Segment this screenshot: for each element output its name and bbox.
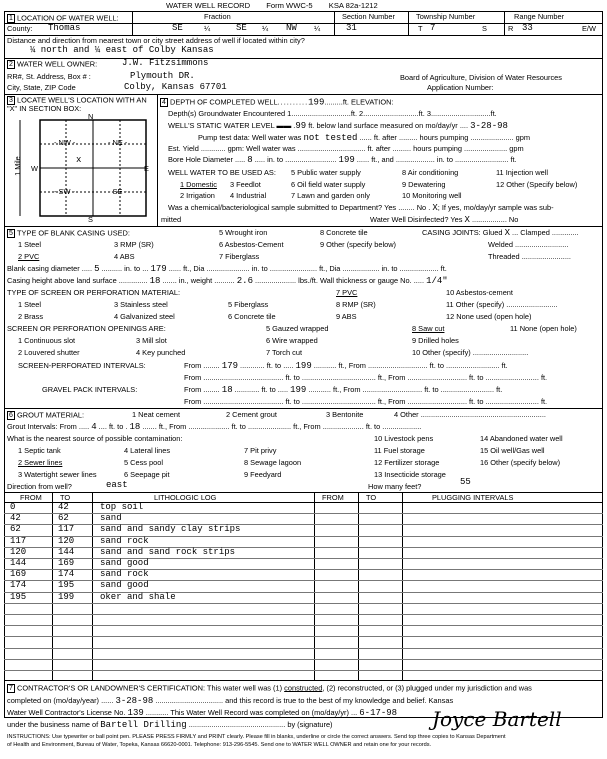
- opening-11: 11 None (open hole): [510, 324, 577, 333]
- township-s: S: [482, 24, 487, 33]
- log-rule: [4, 558, 603, 559]
- fraction-3: NW: [286, 23, 297, 33]
- opening-3: 3 Mill slot: [136, 336, 167, 345]
- log-from: 0: [10, 502, 16, 512]
- quad-sw: - SW -: [54, 187, 75, 196]
- opening-5: 5 Gauzed wrapped: [266, 324, 329, 333]
- casing-5: 5 Wrought iron: [219, 228, 268, 237]
- address-value: Plymouth DR.: [130, 71, 195, 81]
- casing-1: 1 Steel: [18, 240, 42, 249]
- township-value: 7: [430, 23, 436, 33]
- log-rule: [4, 603, 603, 604]
- log-rule: [4, 592, 603, 593]
- quarter-mark: ¼: [204, 24, 211, 33]
- fraction-label: Fraction: [204, 12, 231, 21]
- well-location-mark: x: [76, 155, 82, 165]
- screen-interval-2: From ....................................... ft. to .................................... ft., From ............................. ft. to .......................... ft.: [184, 373, 548, 382]
- plugging-intervals-header: PLUGGING INTERVALS: [432, 493, 514, 502]
- grout-4: 4 Other .............................................................: [394, 410, 546, 419]
- grout-1: 1 Neat cement: [132, 410, 181, 419]
- log-rule: [4, 547, 603, 548]
- s6-title: 6 GROUT MATERIAL:: [7, 411, 84, 420]
- log-description: top soil: [100, 502, 144, 512]
- screen-label: TYPE OF SCREEN OR PERFORATION MATERIAL:: [7, 288, 181, 297]
- quarter-mark: ¼: [314, 24, 321, 33]
- log-description: sand good: [100, 580, 149, 591]
- log-description: sand and sand rock strips: [100, 546, 236, 557]
- opening-9: 9 Drilled holes: [412, 336, 459, 345]
- screen-8: 8 RMP (SR): [336, 300, 376, 309]
- log-from-header: FROM: [20, 493, 42, 502]
- compass-n: N: [88, 112, 94, 121]
- opening-2: 2 Louvered shutter: [18, 348, 80, 357]
- log-description: sand: [100, 513, 122, 524]
- use-dewatering: 9 Dewatering: [402, 180, 446, 189]
- section-value: 31: [346, 23, 357, 33]
- contam-5: 5 Cess pool: [124, 458, 164, 467]
- log-from: 42: [10, 513, 21, 524]
- instructions-line-1: INSTRUCTIONS: Use typewriter or ball point pen. PLEASE PRESS FIRMLY and PRINT clearly. Please fill in blanks, underline or circle the correct answers. Send top three copies to Kansas Department: [7, 734, 506, 740]
- static-date: 3-28-98: [470, 121, 508, 131]
- contam-10: 10 Livestock pens: [374, 434, 434, 443]
- quarter-mark: ¼: [262, 24, 269, 33]
- range-ew: E/W: [582, 24, 596, 33]
- log-to: 144: [58, 546, 75, 557]
- log-rule: [4, 524, 603, 525]
- use-oilfield: 6 Oil field water supply: [291, 180, 366, 189]
- address-label: RR#, St. Address, Box # :: [7, 72, 91, 81]
- bore-value: 8: [247, 155, 253, 165]
- cert-line-4: under the business name of Bartell Drilling ............................................... by (signature): [7, 720, 333, 730]
- log-rule: [4, 536, 603, 537]
- feet-value: 55: [460, 477, 471, 487]
- screen-2: 2 Brass: [18, 312, 44, 321]
- log-to-header: TO: [60, 493, 71, 502]
- contamination-label: What is the nearest source of possible contamination:: [7, 434, 183, 443]
- use-industrial: 4 Industrial: [230, 191, 267, 200]
- screen-4: 4 Galvanized steel: [114, 312, 175, 321]
- disinfected-line: Water Well Disinfected? Yes X ................. No: [370, 215, 519, 225]
- log-from: 120: [10, 546, 27, 557]
- opening-1: 1 Continuous slot: [18, 336, 76, 345]
- static-value: 99: [295, 121, 307, 131]
- form-title: WATER WELL RECORD: [166, 1, 251, 10]
- grout-3: 3 Bentonite: [326, 410, 364, 419]
- casing-9: 9 Other (specify below): [320, 240, 396, 249]
- range-value: 33: [522, 23, 533, 33]
- county-value: Thomas: [48, 23, 81, 33]
- screen-12: 12 None used (open hole): [446, 312, 532, 321]
- direction-label: Direction from well?: [7, 482, 72, 491]
- opening-7: 7 Torch cut: [266, 348, 303, 357]
- contam-13: 13 Insecticide storage: [374, 470, 446, 479]
- use-domestic: 1 Domestic: [180, 180, 217, 189]
- plug-from-header: FROM: [322, 493, 344, 502]
- log-from: 144: [10, 558, 27, 568]
- feet-label: How many feet?: [368, 482, 422, 491]
- gravel-intervals-label: GRAVEL PACK INTERVALS:: [42, 385, 138, 394]
- cert-line-3: Water Well Contractor's License No. 139 ........... This Water Well Record was completed on (mo/day/yr) ... 6-17-98: [7, 708, 398, 718]
- welded: Welded ..........................: [488, 240, 569, 249]
- log-rule: [4, 648, 603, 649]
- gravel-interval-1: From ........ 18 ............ ft. to ..... 199 ........... ft., From ............................. ft. to .......................... ft.: [184, 385, 503, 395]
- fraction-2: SE: [236, 23, 247, 33]
- log-rule: [4, 513, 603, 514]
- screen-5: 5 Fiberglass: [228, 300, 269, 309]
- quad-ne: - NE -: [108, 138, 128, 147]
- groundwater-line: Depth(s) Groundwater Encountered 1.............................ft. 2...........................ft. 3.............................ft.: [168, 109, 497, 118]
- casing-6: 6 Asbestos-Cement: [219, 240, 284, 249]
- casing-height-line: Casing height above land surface .............. 18 ....... in., weight .......... 2.6 .................... lbs./ft. Wall thickness or gauge No. ..... 1/4": [7, 276, 448, 286]
- log-from: 62: [10, 524, 21, 535]
- quad-se: - SE -: [108, 187, 127, 196]
- county-label: County:: [7, 24, 33, 33]
- bore-to: 199: [338, 155, 355, 165]
- log-from: 169: [10, 569, 27, 580]
- log-to: 120: [58, 535, 75, 546]
- use-lawn: 7 Lawn and garden only: [291, 191, 370, 200]
- log-from: 117: [10, 535, 27, 546]
- screen-6: 6 Concrete tile: [228, 312, 276, 321]
- log-to: 169: [58, 558, 75, 568]
- contam-2: 2 Sewer lines: [18, 458, 63, 467]
- opening-8: 8 Saw cut: [412, 324, 445, 333]
- screen-interval-1: From ........ 179 ............ ft. to ..... 199 ........... ft., From ............................. ft. to .......................... ft.: [184, 361, 508, 371]
- contam-11: 11 Fuel storage: [374, 446, 425, 455]
- log-description: sand rock: [100, 569, 149, 580]
- opening-4: 4 Key punched: [136, 348, 186, 357]
- log-to: 199: [58, 591, 75, 602]
- contam-7: 7 Pit privy: [244, 446, 277, 455]
- chem-line: Was a chemical/bacteriological sample submitted to Department? Yes ........ No . X; If yes, mo/day/yr sample was sub-: [168, 203, 554, 213]
- contam-6: 6 Seepage pit: [124, 470, 170, 479]
- contam-8: 8 Sewage lagoon: [244, 458, 302, 467]
- log-rule: [4, 625, 603, 626]
- casing-2: 2 PVC: [18, 252, 40, 261]
- opening-6: 6 Wire wrapped: [266, 336, 318, 345]
- casing-joints: CASING JOINTS: Glued X ... Clamped .............: [422, 228, 579, 238]
- range-label: Range Number: [514, 12, 565, 21]
- signature: Joyce Bartell: [432, 707, 562, 731]
- log-rule: [4, 580, 603, 581]
- city-value: Colby, Kansas 67701: [124, 82, 227, 92]
- log-to: 117: [58, 524, 75, 535]
- water-well-record-form: [4, 0, 603, 757]
- township-label: Township Number: [416, 12, 476, 21]
- s3-title: 3 LOCATE WELL'S LOCATION WITH AN "X" IN SECTION BOX:: [7, 95, 147, 113]
- log-to: 62: [58, 513, 69, 524]
- yield-line: Est. Yield ............ gpm: Well water was ................................. ft. after ......... hours pumping ..................... gpm: [168, 144, 524, 153]
- screen-11: 11 Other (specify) .........................: [446, 300, 558, 309]
- screen-3: 3 Stainless steel: [114, 300, 168, 309]
- mile-label: 1 Mile: [12, 156, 22, 176]
- s4-depth: 4 DEPTH OF COMPLETED WELL..........199.........ft. ELEVATION:: [160, 98, 393, 108]
- log-rule: [4, 614, 603, 615]
- grout-intervals-line: Grout Intervals: From ..... 4 .... ft. to . 18 ....... ft., From .................... ft. to ..................... ft., From .................... ft. to ...................: [7, 422, 422, 432]
- owner-value: J.W. Fitzsimmons: [122, 58, 209, 68]
- screen-10: 10 Asbestos-cement: [446, 288, 513, 297]
- pump-value: not tested: [303, 133, 358, 143]
- contam-4: 4 Lateral lines: [124, 446, 171, 455]
- openings-label: SCREEN OR PERFORATION OPENINGS ARE:: [7, 324, 166, 333]
- form-header: [166, 2, 378, 10]
- contam-15: 15 Oil well/Gas well: [480, 446, 545, 455]
- section-label: Section Number: [342, 12, 395, 21]
- cert-line-1: 7 CONTRACTOR'S OR LANDOWNER'S CERTIFICATION: This water well was (1) constructed, (2) reconstructed, or (3) plugged under my jurisdiction and was: [7, 684, 532, 693]
- screen-intervals-label: SCREEN-PERFORATED INTERVALS:: [18, 361, 146, 370]
- board-text: Board of Agriculture, Division of Water Resources: [400, 73, 562, 82]
- s1-title: 1 LOCATION OF WATER WELL:: [7, 14, 119, 23]
- application-label: Application Number:: [427, 83, 494, 92]
- plug-to-header: TO: [366, 493, 377, 502]
- s5-title: 5 TYPE OF BLANK CASING USED:: [7, 229, 130, 238]
- use-air: 8 Air conditioning: [402, 168, 459, 177]
- casing-3: 3 RMP (SR): [114, 240, 154, 249]
- quad-nw: - NW -: [54, 138, 76, 147]
- log-rule: [4, 670, 603, 671]
- form-statute: KSA 82a-1212: [328, 1, 378, 10]
- form-number: Form WWC-5: [266, 1, 313, 10]
- compass-w: W: [31, 164, 38, 173]
- threaded: Threaded ........................: [488, 252, 571, 261]
- depth-value: 199: [308, 97, 325, 108]
- section-box: [12, 118, 160, 222]
- use-monitoring: 10 Monitoring well: [402, 191, 462, 200]
- log-rule: [4, 636, 603, 637]
- casing-8: 8 Concrete tile: [320, 228, 368, 237]
- grout-2: 2 Cement grout: [226, 410, 277, 419]
- township-t: T: [418, 24, 423, 33]
- log-from: 195: [10, 591, 27, 602]
- contam-12: 12 Fertilizer storage: [374, 458, 440, 467]
- contam-1: 1 Septic tank: [18, 446, 61, 455]
- opening-10: 10 Other (specify) ...........................: [412, 348, 529, 357]
- bore-line: Bore Hole Diameter ..... 8 ..... in. to ......................... 199 ...... ft., and ................... in. to .......................... ft.: [168, 155, 517, 165]
- use-other: 12 Other (Specify below): [496, 180, 578, 189]
- log-description: oker and shale: [100, 591, 176, 602]
- log-rule: [4, 569, 603, 570]
- instructions-line-2: of Health and Environment, Bureau of Water, Topeka, Kansas 66620-0001. Telephone: 913-296-5545. Send one to WATER WELL OWNER and retain one for your records.: [7, 742, 432, 748]
- use-injection: 11 Injection well: [496, 168, 549, 177]
- cert-line-2: completed on (mo/day/year) ...... 3-28-98 ................................. and this record is true to the best of my knowledge and belief. Kansas: [7, 696, 454, 706]
- compass-e: E: [144, 164, 149, 173]
- log-description: sand and sandy clay strips: [100, 524, 241, 535]
- log-to: 174: [58, 569, 75, 580]
- gravel-interval-2: From ....................................... ft. to .................................... ft., From ............................. ft. to .......................... ft.: [184, 397, 548, 406]
- static-line: WELL'S STATIC WATER LEVEL ▬▬ .99 ft. below land surface measured on mo/day/yr .... 3-28-98: [168, 121, 508, 131]
- fraction-1: SE: [172, 23, 183, 33]
- log-description: sand good: [100, 558, 149, 568]
- mitted-label: mitted: [161, 215, 182, 224]
- use-label: WELL WATER TO BE USED AS:: [168, 168, 276, 177]
- casing-7: 7 Fiberglass: [219, 252, 260, 261]
- lithologic-log-header: LITHOLOGIC LOG: [154, 493, 217, 502]
- log-to: 195: [58, 580, 75, 591]
- direction-value: east: [106, 480, 128, 490]
- contam-16: 16 Other (specify below): [480, 458, 561, 467]
- use-feedlot: 3 Feedlot: [230, 180, 261, 189]
- pump-line: Pump test data: Well water was not tested ...... ft. after ......... hours pumping ..................... gpm: [198, 133, 531, 143]
- casing-diameter-line: Blank casing diameter ..... 5 .......... in. to ... 179 ...... ft., Dia ..................... in. to ....................... ft., Dia .................. in. to ................... ft.: [7, 264, 447, 274]
- use-public: 5 Public water supply: [291, 168, 361, 177]
- log-from: 174: [10, 580, 27, 591]
- log-to: 42: [58, 502, 69, 512]
- range-r: R: [508, 24, 514, 33]
- distance-value: ¼ north and ¼ east of Colby Kansas: [30, 45, 214, 55]
- use-irrigation: 2 Irrigation: [180, 191, 215, 200]
- screen-1: 1 Steel: [18, 300, 42, 309]
- log-rule: [4, 659, 603, 660]
- log-description: sand rock: [100, 535, 149, 546]
- screen-9: 9 ABS: [336, 312, 357, 321]
- screen-7: 7 PVC: [336, 288, 358, 297]
- distance-label: Distance and direction from nearest town or city street address of well if located within city?: [7, 36, 305, 45]
- contam-14: 14 Abandoned water well: [480, 434, 563, 443]
- city-label: City, State, ZIP Code: [7, 83, 76, 92]
- compass-s: S: [88, 215, 93, 224]
- casing-4: 4 ABS: [114, 252, 135, 261]
- s2-title: 2 WATER WELL OWNER:: [7, 60, 97, 69]
- contam-3: 3 Watertight sewer lines: [18, 470, 97, 479]
- contam-9: 9 Feedyard: [244, 470, 282, 479]
